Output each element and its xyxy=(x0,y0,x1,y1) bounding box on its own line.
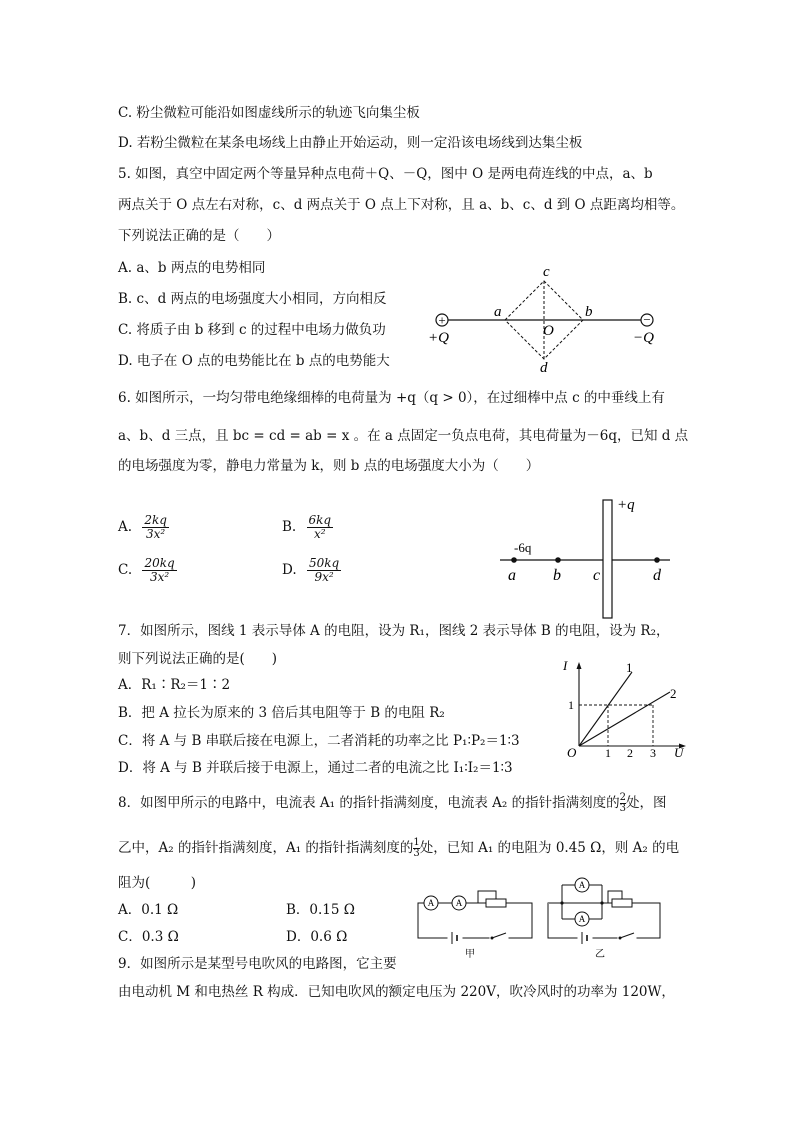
circuit-yi xyxy=(548,878,660,960)
q5-option-a: A. a、b 两点的电势相同 xyxy=(118,260,266,276)
label-plus-q: +Q xyxy=(428,330,449,346)
label-jia: 甲 xyxy=(465,949,475,960)
q5-stem-line1: 5. 如图，真空中固定两个等量异种点电荷＋Q、－Q，图中 O 是两电荷连线的中点，a、b xyxy=(118,166,653,182)
q7-option-a: A．R₁∶R₂＝1∶2 xyxy=(118,677,231,693)
ammeter-a2-label: A xyxy=(578,914,586,924)
fraction-two-thirds: $\frac{2}{3}$ xyxy=(619,792,626,814)
point-charge-label: -6q xyxy=(514,540,532,555)
tick-x3: 3 xyxy=(650,746,656,758)
q7-option-b: B．把 A 拉长为原来的 3 倍后其电阻等于 B 的电阻 R₂ xyxy=(118,705,445,721)
tick-y1: 1 xyxy=(568,698,574,712)
q4-option-c: C. 粉尘微粒可能沿如图虚线所示的轨迹飞向集尘板 xyxy=(118,105,420,121)
q5-stem-line3: 下列说法正确的是（ ） xyxy=(118,228,280,244)
circuit-jia xyxy=(418,891,532,960)
q7-option-c: C．将 A 与 B 串联后接在电源上，二者消耗的功率之比 P₁∶P₂＝1∶3 xyxy=(118,733,520,749)
label-d: d xyxy=(653,567,661,584)
label-b: b xyxy=(553,567,561,584)
axis-i-label: I xyxy=(563,658,568,673)
q8-option-c: C．0.3 Ω xyxy=(118,929,179,945)
q8-option-b: B．0.15 Ω xyxy=(286,902,355,918)
q7-stem-line2: 则下列说法正确的是( ) xyxy=(118,651,278,667)
fraction-one-third: $\frac{1}{3}$ xyxy=(413,837,420,859)
q6-stem-line1: 6. 如图所示，一均匀带电绝缘细棒的电荷量为 +q（q > 0），在过细棒中点 c 的中垂线上有 xyxy=(118,390,665,406)
q5-option-d: D. 电子在 O 点的电势能比在 b 点的电势能大 xyxy=(118,353,390,369)
q6-figure xyxy=(495,494,675,622)
q6-option-c: C. $\frac{20kq}{\text{3x²}}$ xyxy=(118,556,175,584)
ammeter-a1-label: A xyxy=(427,898,435,908)
q6-option-a: A. $\frac{2kq}{\text{3x²}}$ xyxy=(118,513,167,541)
label-b: b xyxy=(585,304,593,320)
q9-stem-line2: 由电动机 M 和电热丝 R 构成．已知电吹风的额定电压为 220V，吹冷风时的功率为 120W， xyxy=(118,984,675,1000)
q8-stem-line3: 阻为( ) xyxy=(118,875,197,891)
q7-option-d: D．将 A 与 B 并联后接于电源上，通过二者的电流之比 I₁∶I₂＝1∶3 xyxy=(118,760,513,776)
label-c: c xyxy=(543,264,550,280)
plus-sign: + xyxy=(438,312,446,328)
origin-label: O xyxy=(567,745,577,758)
axis-u-label: U xyxy=(674,745,684,758)
tick-x2: 2 xyxy=(627,746,633,758)
minus-sign: − xyxy=(643,312,651,327)
q5-stem-line2: 两点关于 O 点左右对称，c、d 两点关于 O 点上下对称，且 a、b、c、d 到 O 点距离均相等。 xyxy=(118,197,685,213)
rod-charge-label: +q xyxy=(617,497,635,513)
line1-label: 1 xyxy=(626,660,633,675)
q7-stem-line1: 7．如图所示，图线 1 表示导体 A 的电阻，设为 R₁，图线 2 表示导体 B 的电阻，设为 R₂， xyxy=(118,623,670,639)
q6-stem-line3: 的电场强度为零，静电力常量为 k，则 b 点的电场强度大小为（ ） xyxy=(118,458,540,474)
label-yi: 乙 xyxy=(595,949,605,960)
line2-label: 2 xyxy=(670,686,677,701)
q5-option-c: C. 将质子由 b 移到 c 的过程中电场力做负功 xyxy=(118,322,386,338)
q8-stem-line2: 乙中，A₂ 的指针指满刻度，A₁ 的指针指满刻度的 $\frac{1}{3}$处，已知 A₁ 的电阻为 0.45 Ω，则 A₂ 的电 xyxy=(118,837,680,859)
ammeter-a1-label: A xyxy=(578,880,586,890)
label-o: O xyxy=(543,323,554,339)
tick-x1: 1 xyxy=(605,746,611,758)
label-a: a xyxy=(508,567,516,584)
label-minus-q: −Q xyxy=(633,330,654,346)
q6-option-d: D. $\frac{50kq}{\text{9x²}}$ xyxy=(282,556,340,584)
q4-option-d: D. 若粉尘微粒在某条电场线上由静止开始运动，则一定沿该电场线到达集尘板 xyxy=(118,135,583,151)
q5-figure xyxy=(425,262,665,374)
q8-option-a: A．0.1 Ω xyxy=(118,902,179,918)
q5-option-b: B. c、d 两点的电场强度大小相同，方向相反 xyxy=(118,291,387,307)
q8-circuit-figure xyxy=(412,874,668,960)
q6-option-b: B. $\frac{6kq}{\text{x²}}$ xyxy=(282,513,332,541)
ammeter-a2-label: A xyxy=(455,898,463,908)
q9-stem-line1: 9．如图所示是某型号电吹风的电路图，它主要 xyxy=(118,956,397,972)
q6-stem-line2: a、b、d 三点，且 bc = cd = ab = x 。在 a 点固定一负点电荷，其电荷量为－6q，已知 d 点 xyxy=(118,428,689,444)
q7-graph xyxy=(562,658,690,758)
label-c: c xyxy=(593,567,601,584)
q8-stem-line1: 8．如图甲所示的电路中，电流表 A₁ 的指针指满刻度，电流表 A₂ 的指针指满刻度的 $\frac{2}{3}$处，图 xyxy=(118,792,667,814)
label-d: d xyxy=(540,360,548,374)
label-a: a xyxy=(494,304,502,320)
q8-option-d: D．0.6 Ω xyxy=(286,929,348,945)
